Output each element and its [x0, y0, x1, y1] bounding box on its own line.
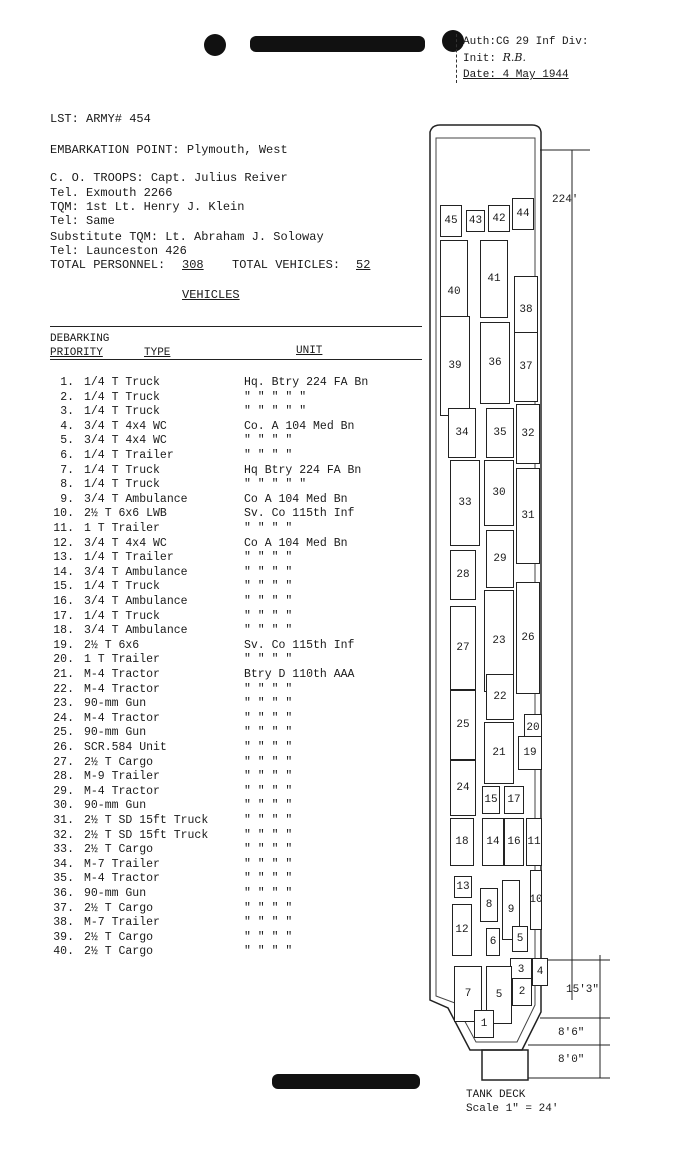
cell-n: 34.	[53, 857, 74, 871]
deck-slot: 28	[450, 550, 476, 600]
total-vehicles-value: 52	[356, 258, 371, 272]
cell-unit: " " " "	[244, 872, 293, 886]
cell-n: 28.	[53, 770, 74, 784]
cell-n: 10.	[53, 507, 74, 521]
cell-unit: " " " "	[244, 741, 293, 754]
cell-n: 12.	[53, 536, 74, 550]
cell-unit: " " " "	[244, 887, 293, 900]
cell-type: 3/4 T 4x4 WC	[84, 419, 167, 433]
table-header-rule	[50, 359, 422, 360]
section-title: VEHICLES	[182, 288, 240, 302]
deck-slot: 20	[524, 714, 542, 742]
cell-n: 32.	[53, 828, 74, 842]
deck-slot: 35	[486, 408, 514, 458]
cell-type: 1 T Trailer	[84, 522, 160, 535]
cell-n: 21.	[53, 668, 74, 681]
cell-unit: " " " "	[244, 551, 293, 565]
cell-type: 1/4 T Trailer	[84, 449, 174, 462]
cell-type: M-4 Tractor	[84, 668, 160, 681]
deck-slot: 40	[440, 240, 468, 344]
cell-type: 90-mm Gun	[84, 799, 147, 813]
cell-unit: " " " "	[244, 434, 293, 448]
deck-slot: 4	[532, 958, 548, 986]
cell-type: 2½ T Cargo	[84, 755, 154, 769]
cell-n: 16.	[53, 595, 74, 608]
cell-type: M-4 Tractor	[84, 872, 160, 886]
cell-type: 90-mm Gun	[84, 726, 147, 740]
cell-n: 23.	[53, 697, 74, 711]
deck-slot: 2	[512, 978, 532, 1006]
cell-unit: " " " "	[244, 814, 293, 827]
cell-n: 29.	[53, 784, 74, 798]
cell-n: 31.	[53, 814, 74, 827]
deck-slot: 34	[448, 408, 476, 458]
cell-n: 36.	[53, 887, 74, 900]
cell-type: 2½ T Cargo	[84, 930, 154, 944]
deck-slot: 3	[510, 958, 532, 982]
authority-stamp	[456, 34, 623, 83]
cell-type: 1/4 T Truck	[84, 376, 160, 389]
cell-unit: " " " "	[244, 945, 293, 959]
deck-slot: 26	[516, 582, 540, 694]
deck-slot: 29	[486, 530, 514, 588]
cell-n: 40.	[53, 945, 74, 959]
cell-n: 4.	[60, 419, 74, 433]
deck-slot: 16	[504, 818, 524, 866]
cell-type: M-9 Trailer	[84, 770, 160, 784]
cell-n: 27.	[53, 755, 74, 769]
cell-type: M-7 Trailer	[84, 916, 160, 930]
cell-unit: " " " "	[244, 857, 293, 871]
cell-unit: " " " "	[244, 595, 293, 608]
cell-type: 1/4 T Truck	[84, 580, 160, 594]
cell-n: 19.	[53, 638, 74, 652]
tqm: TQM: 1st Lt. Henry J. Klein	[50, 200, 245, 214]
deck-slot: 7	[454, 966, 482, 1022]
cell-n: 20.	[53, 653, 74, 667]
tel-1: Tel. Exmouth 2266	[50, 186, 173, 200]
init-line: Init: R.B.	[463, 51, 526, 65]
cell-type: 2½ T SD 15ft Truck	[84, 828, 209, 842]
initials: R.B.	[502, 51, 526, 64]
dim-bow-2: 8'6"	[558, 1027, 585, 1039]
cell-n: 30.	[53, 799, 74, 813]
cell-type: 2½ T 6x6	[84, 638, 140, 652]
cell-type: 1/4 T Truck	[84, 390, 160, 404]
cell-n: 7.	[60, 463, 74, 477]
cell-unit: Hq Btry 224 FA Bn	[244, 463, 362, 477]
cell-unit: Btry D 110th AAA	[244, 668, 355, 681]
deck-slot: 44	[512, 198, 534, 230]
redaction-top	[250, 36, 425, 52]
embarkation-point: EMBARKATION POINT: Plymouth, West	[50, 143, 288, 157]
cell-unit: " " " "	[244, 522, 293, 535]
total-vehicles-label: TOTAL VEHICLES:	[232, 258, 341, 272]
cell-n: 18.	[53, 624, 74, 638]
cell-unit: " " " " "	[244, 478, 307, 492]
cell-unit: Hq. Btry 224 FA Bn	[244, 376, 369, 389]
cell-n: 3.	[60, 405, 74, 419]
cell-unit: Co. A 104 Med Bn	[244, 419, 355, 433]
cell-unit: " " " "	[244, 784, 293, 798]
cell-unit: Sv. Co 115th Inf	[244, 507, 355, 521]
cell-unit: " " " "	[244, 770, 293, 784]
bow-ramp	[482, 1050, 528, 1080]
cell-unit: " " " "	[244, 843, 293, 857]
total-personnel-label: TOTAL PERSONNEL:	[50, 258, 166, 272]
cell-unit: " " " "	[244, 697, 293, 711]
cell-n: 24.	[53, 711, 74, 725]
cell-type: 3/4 T 4x4 WC	[84, 434, 167, 448]
cell-n: 17.	[53, 609, 74, 623]
cell-type: 3/4 T 4x4 WC	[84, 536, 167, 550]
cell-n: 33.	[53, 843, 74, 857]
cell-n: 35.	[53, 872, 74, 886]
cell-unit: " " " "	[244, 449, 293, 462]
deck-slot: 10	[530, 870, 542, 930]
cell-unit: Sv. Co 115th Inf	[244, 638, 355, 652]
cell-unit: " " " "	[244, 755, 293, 769]
co-troops: C. O. TROOPS: Capt. Julius Reiver	[50, 171, 288, 185]
table-top-rule	[50, 326, 422, 327]
deck-slot: 39	[440, 316, 470, 416]
cell-n: 14.	[53, 565, 74, 579]
deck-slot: 14	[482, 818, 504, 866]
deck-slot: 23	[484, 590, 514, 692]
col-priority-1: DEBARKING	[50, 333, 110, 345]
cell-unit: " " " "	[244, 653, 293, 667]
deck-slot: 11	[526, 818, 542, 866]
cell-unit: " " " "	[244, 726, 293, 740]
tel-3: Tel: Launceston 426	[50, 244, 187, 258]
auth-line: Auth:CG 29 Inf Div:	[463, 36, 589, 48]
deck-slot: 17	[504, 786, 524, 814]
deck-slot: 13	[454, 876, 472, 898]
punch-hole-left	[204, 34, 226, 56]
cell-type: 3/4 T Ambulance	[84, 565, 188, 579]
cell-type: 1/4 T Truck	[84, 405, 160, 419]
cell-n: 26.	[53, 741, 74, 754]
cell-n: 6.	[60, 449, 74, 462]
cell-unit: " " " "	[244, 901, 293, 915]
cell-n: 22.	[53, 682, 74, 696]
cell-n: 8.	[60, 478, 74, 492]
cell-type: 1 T Trailer	[84, 653, 160, 667]
cell-type: 2½ T Cargo	[84, 901, 154, 915]
cell-unit: " " " "	[244, 565, 293, 579]
cell-n: 25.	[53, 726, 74, 740]
cell-unit: Co A 104 Med Bn	[244, 536, 348, 550]
substitute-tqm: Substitute TQM: Lt. Abraham J. Soloway	[50, 230, 324, 244]
date-line: Date: 4 May 1944	[463, 69, 569, 81]
col-unit: UNIT	[296, 345, 323, 357]
deck-caption: TANK DECK	[466, 1089, 526, 1101]
cell-type: SCR.584 Unit	[84, 741, 167, 754]
dim-total: 224'	[552, 194, 579, 206]
deck-slot: 33	[450, 460, 480, 546]
cell-n: 1.	[60, 376, 74, 389]
cell-unit: " " " "	[244, 930, 293, 944]
dim-bow-1: 15'3"	[566, 984, 600, 996]
cell-unit: " " " "	[244, 624, 293, 638]
cell-unit: " " " "	[244, 609, 293, 623]
cell-type: 2½ T Cargo	[84, 945, 154, 959]
deck-slot: 43	[466, 210, 485, 232]
deck-slot: 5	[486, 966, 512, 1024]
cell-type: 90-mm Gun	[84, 697, 147, 711]
dim-bow-3: 8'0"	[558, 1054, 585, 1066]
deck-slot: 25	[450, 690, 476, 760]
cell-type: M-4 Tractor	[84, 711, 160, 725]
cell-unit: " " " "	[244, 682, 293, 696]
deck-scale: Scale 1" = 24'	[466, 1103, 559, 1115]
cell-unit: " " " " "	[244, 405, 307, 419]
deck-slot: 45	[440, 205, 462, 237]
cell-n: 15.	[53, 580, 74, 594]
deck-slot: 22	[486, 674, 514, 720]
redaction-bottom	[272, 1074, 420, 1089]
deck-slot: 41	[480, 240, 508, 318]
cell-type: 2½ T 6x6 LWB	[84, 507, 167, 521]
deck-slot: 24	[450, 760, 476, 816]
cell-n: 2.	[60, 390, 74, 404]
cell-type: 1/4 T Truck	[84, 609, 160, 623]
deck-slot: 30	[484, 460, 514, 526]
cell-n: 37.	[53, 901, 74, 915]
tel-2: Tel: Same	[50, 214, 115, 228]
deck-slot: 27	[450, 606, 476, 690]
cell-type: 3/4 T Ambulance	[84, 492, 188, 506]
deck-slot: 37	[514, 332, 538, 402]
cell-type: 2½ T Cargo	[84, 843, 154, 857]
deck-slot: 36	[480, 322, 510, 404]
cell-type: 90-mm Gun	[84, 887, 147, 900]
deck-slot: 21	[484, 722, 514, 784]
cell-type: M-4 Tractor	[84, 682, 160, 696]
col-priority-2: PRIORITY	[50, 347, 103, 359]
cell-type: 1/4 T Truck	[84, 463, 160, 477]
cell-unit: " " " "	[244, 799, 293, 813]
deck-slot: 6	[486, 928, 500, 956]
cell-n: 13.	[53, 551, 74, 565]
deck-slot: 32	[516, 404, 540, 464]
cell-unit: " " " "	[244, 828, 293, 842]
deck-slot: 18	[450, 818, 474, 866]
deck-slot: 15	[482, 786, 500, 814]
cell-type: 1/4 T Truck	[84, 478, 160, 492]
cell-type: 2½ T SD 15ft Truck	[84, 814, 209, 827]
cell-n: 38.	[53, 916, 74, 930]
deck-slot: 12	[452, 904, 472, 956]
cell-type: 3/4 T Ambulance	[84, 595, 188, 608]
deck-slot: 1	[474, 1010, 494, 1038]
deck-slot: 5	[512, 926, 528, 952]
cell-n: 5.	[60, 434, 74, 448]
deck-slot: 19	[518, 736, 542, 770]
deck-slot: 31	[516, 468, 540, 564]
cell-unit: " " " " "	[244, 390, 307, 404]
cell-unit: " " " "	[244, 580, 293, 594]
deck-slot: 9	[502, 880, 520, 940]
cell-unit: " " " "	[244, 711, 293, 725]
cell-unit: Co A 104 Med Bn	[244, 492, 348, 506]
cell-type: M-7 Trailer	[84, 857, 160, 871]
cell-n: 11.	[53, 522, 74, 535]
cell-n: 9.	[60, 492, 74, 506]
cell-type: 1/4 T Trailer	[84, 551, 174, 565]
deck-slot: 42	[488, 205, 510, 232]
total-personnel-value: 308	[182, 258, 204, 272]
cell-type: 3/4 T Ambulance	[84, 624, 188, 638]
col-type: TYPE	[144, 347, 171, 359]
cell-type: M-4 Tractor	[84, 784, 160, 798]
cell-n: 39.	[53, 930, 74, 944]
cell-unit: " " " "	[244, 916, 293, 930]
deck-slot: 38	[514, 276, 538, 344]
deck-slot: 8	[480, 888, 498, 922]
lst-number: LST: ARMY# 454	[50, 112, 151, 126]
